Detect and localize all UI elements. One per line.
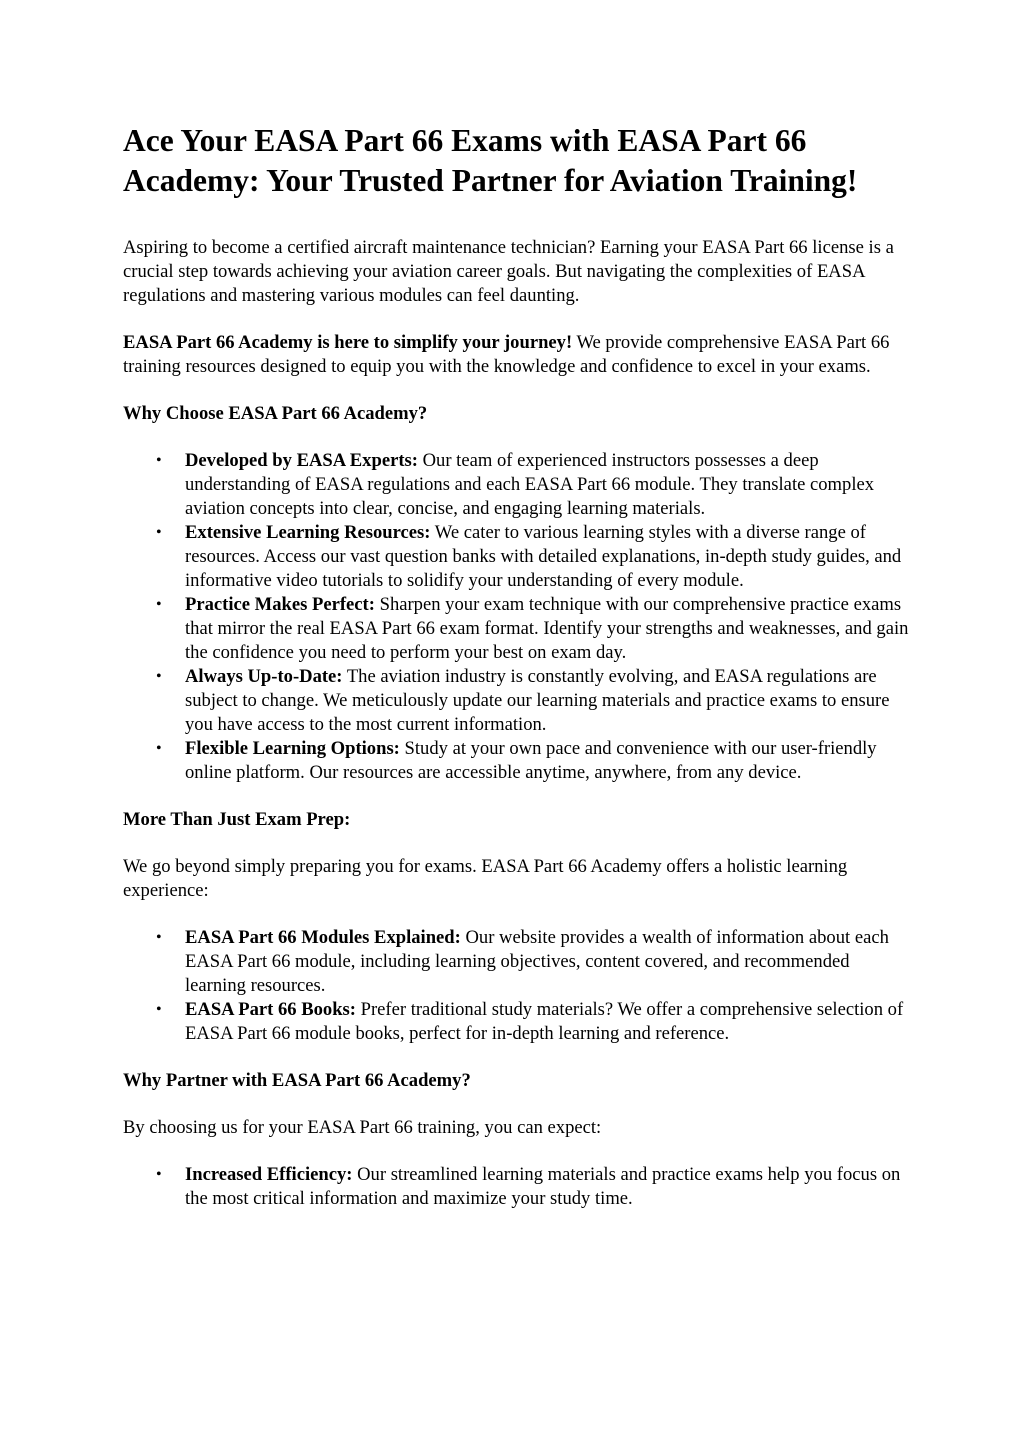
list-item-bold: Flexible Learning Options:	[185, 738, 400, 759]
list-item-text: Our team of experienced instructors possesses a deep understanding of EASA regulations and each EASA Part 66 module. They translate complex aviation concepts into clear, concise, and engaging learning materials.	[185, 450, 875, 519]
list-item	[123, 665, 913, 737]
list-item	[123, 998, 913, 1046]
bullet-icon: •	[156, 452, 162, 469]
list-item-text: We cater to various learning styles with a diverse range of resources. Access our vast question banks with detailed explanations, in-depth study guides, and informative video tutorials to solidify your understanding of every module.	[185, 522, 902, 591]
list-item-text: Prefer traditional study materials? We offer a comprehensive selection of EASA Part 66 module books, perfect for in-depth learning and reference.	[185, 999, 904, 1044]
list-item	[123, 593, 913, 665]
list-item-text: Study at your own pace and convenience with our user-friendly online platform. Our resources are accessible anytime, anywhere, from any device.	[185, 738, 877, 783]
intro-paragraph: Aspiring to become a certified aircraft maintenance technician? Earning your EASA Part 66 license is a crucial step towards achieving your aviation career goals. But navigating the complexities of EASA regulations and mastering various modules can feel daunting.	[123, 237, 894, 306]
more-than-heading: More Than Just Exam Prep:	[123, 809, 351, 830]
list-item-bold: EASA Part 66 Books:	[185, 999, 356, 1020]
mission-bold: EASA Part 66 Academy is here to simplify your journey!	[123, 332, 573, 353]
bullet-icon: •	[156, 740, 162, 757]
list-item	[123, 1163, 913, 1211]
list-item-bold: Practice Makes Perfect:	[185, 594, 375, 615]
list-item-text: Sharpen your exam technique with our comprehensive practice exams that mirror the real EASA Part 66 exam format. Identify your strengths and weaknesses, and gain the confidence you need to perform your best on exam day.	[185, 594, 909, 663]
mission-paragraph	[123, 331, 913, 379]
page-title: Ace Your EASA Part 66 Exams with EASA Part 66 Academy: Your Trusted Partner for Aviation Training!	[123, 123, 858, 198]
list-item	[123, 926, 913, 998]
document-page	[123, 121, 913, 1234]
why-choose-list	[123, 449, 913, 785]
list-item	[123, 521, 913, 593]
more-than-intro: We go beyond simply preparing you for exams. EASA Part 66 Academy offers a holistic learning experience:	[123, 856, 848, 901]
more-than-list	[123, 926, 913, 1046]
list-item	[123, 737, 913, 785]
bullet-icon: •	[156, 668, 162, 685]
bullet-icon: •	[156, 1001, 162, 1018]
why-partner-intro: By choosing us for your EASA Part 66 training, you can expect:	[123, 1117, 602, 1138]
list-item-bold: Developed by EASA Experts:	[185, 450, 418, 471]
bullet-icon: •	[156, 929, 162, 946]
mission-text: We provide comprehensive EASA Part 66 training resources designed to equip you with the knowledge and confidence to excel in your exams.	[123, 332, 890, 377]
list-item	[123, 449, 913, 521]
list-item-text: Our streamlined learning materials and practice exams help you focus on the most critical information and maximize your study time.	[185, 1164, 901, 1209]
list-item-text: The aviation industry is constantly evolving, and EASA regulations are subject to change. We meticulously update our learning materials and practice exams to ensure you have access to the most current information.	[185, 666, 890, 735]
why-choose-heading: Why Choose EASA Part 66 Academy?	[123, 403, 428, 424]
bullet-icon: •	[156, 1166, 162, 1183]
why-partner-list	[123, 1163, 913, 1211]
why-partner-heading: Why Partner with EASA Part 66 Academy?	[123, 1070, 471, 1091]
list-item-bold: Increased Efficiency:	[185, 1164, 353, 1185]
list-item-bold: Always Up-to-Date:	[185, 666, 343, 687]
list-item-text: Our website provides a wealth of information about each EASA Part 66 module, including learning objectives, content covered, and recommended learning resources.	[185, 927, 889, 996]
list-item-bold: EASA Part 66 Modules Explained:	[185, 927, 461, 948]
list-item-bold: Extensive Learning Resources:	[185, 522, 431, 543]
bullet-icon: •	[156, 524, 162, 541]
bullet-icon: •	[156, 596, 162, 613]
